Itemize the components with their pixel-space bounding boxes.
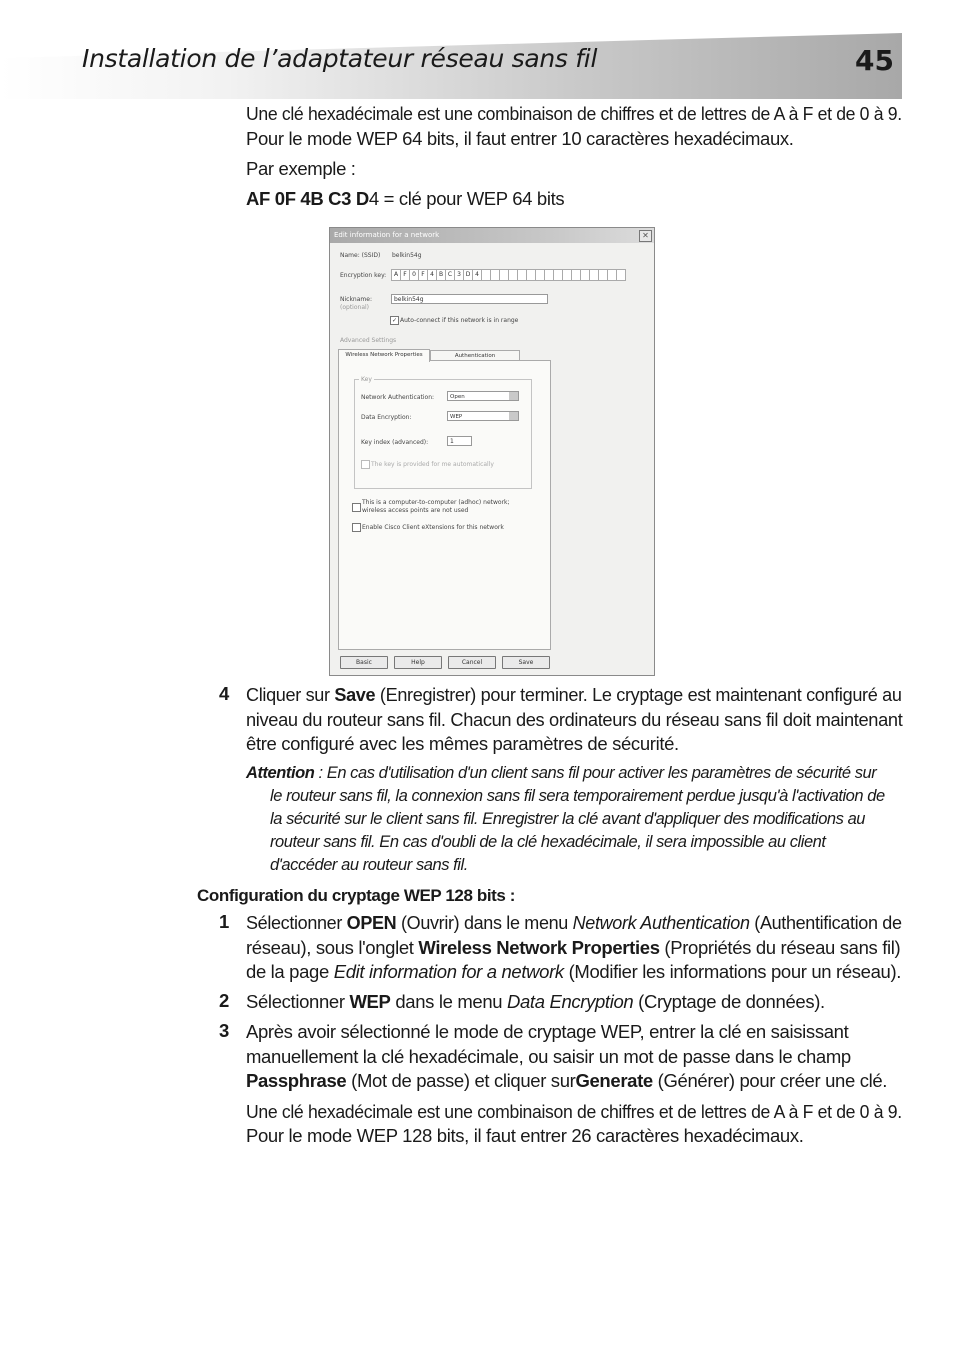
ssid-label: Name: (SSID) — [340, 252, 381, 259]
step-3-line-2: manuellement la clé hexadécimale, ou saisir un mot de passe dans le champ — [246, 1045, 851, 1067]
data-encryption-select[interactable]: WEP — [447, 411, 519, 421]
properties-panel — [338, 360, 551, 650]
step-3-hex-line-2: Pour le mode WEP 128 bits, il faut entrer 26 caractères hexadécimaux. — [246, 1125, 804, 1146]
step-2-text-c: (Cryptage de données). — [633, 991, 825, 1012]
step-3-text — [246, 1020, 906, 1149]
step-1-text-d: réseau), sous l'onglet — [246, 936, 419, 958]
basic-button[interactable]: Basic — [340, 656, 388, 669]
step-1-text-e: (Propriétés du réseau sans fil) — [659, 936, 901, 958]
step-1-text-f: de la page — [246, 961, 334, 982]
save-button[interactable]: Save — [502, 656, 550, 669]
auto-key-checkbox[interactable] — [361, 460, 370, 469]
network-authentication-label: Network Authentication: — [361, 394, 435, 401]
step-4-text — [246, 683, 906, 757]
key-index-label: Key index (advanced): — [361, 439, 429, 446]
section-title: Configuration du cryptage WEP 128 bits : — [197, 886, 516, 905]
encryption-key-char[interactable]: 4 — [472, 269, 482, 281]
adhoc-checkbox[interactable] — [352, 503, 361, 512]
step-1-text-g: (Modifier les informations pour un réseau). — [563, 961, 902, 982]
step-4-line-2: niveau du routeur sans fil. Chacun des ordinateurs du réseau sans fil doit maintenant — [246, 708, 903, 730]
step-3-text-b: (Générer) pour créer une clé. — [652, 1070, 888, 1091]
step-4-save-term: Save — [334, 684, 376, 705]
cisco-extensions-checkbox[interactable] — [352, 523, 361, 532]
encryption-key-char[interactable]: F — [400, 269, 410, 281]
step-2-wep-term: WEP — [349, 991, 391, 1012]
example-key: AF 0F 4B C3 D — [246, 187, 369, 209]
data-encryption-label: Data Encryption: — [361, 414, 412, 421]
adhoc-label-line-1: This is a computer-to-computer (adhoc) network; — [362, 499, 510, 506]
step-3-generate-term: Generate — [575, 1070, 653, 1091]
attention-note — [246, 762, 886, 877]
step-3-line-1: Après avoir sélectionné le mode de cryptage WEP, entrer la clé en saisissant — [246, 1021, 849, 1042]
step-1-wireless-tab-term: Wireless Network Properties — [418, 936, 660, 958]
step-1-edit-page-term: Edit information for a network — [333, 961, 564, 982]
ssid-value: belkin54g — [392, 252, 422, 259]
tab-wireless-network-properties[interactable]: Wireless Network Properties — [338, 349, 430, 362]
intro-line-2: Pour le mode WEP 64 bits, il faut entrer 10 caractères hexadécimaux. — [246, 127, 794, 149]
encryption-key-char[interactable]: C — [445, 269, 455, 281]
example-label: Par exemple : — [246, 158, 356, 179]
network-authentication-select[interactable]: Open — [447, 391, 519, 401]
encryption-key-char[interactable]: 0 — [409, 269, 419, 281]
page-number: 45 — [855, 44, 894, 77]
step-4-text-b: (Enregistrer) pour terminer. Le cryptage est maintenant configuré au — [375, 684, 902, 705]
step-1-number: 1 — [219, 911, 230, 932]
step-4-line-1 — [246, 683, 902, 708]
step-4-line-3: être configuré avec les mêmes paramètres de sécurité. — [246, 733, 679, 754]
encryption-key-char[interactable]: D — [463, 269, 473, 281]
example-description: 4 = clé pour WEP 64 bits — [368, 187, 565, 209]
cisco-extensions-label: Enable Cisco Client eXtensions for this network — [362, 524, 504, 531]
step-4-number: 4 — [219, 683, 230, 704]
nickname-input[interactable]: belkin54g — [391, 294, 548, 304]
edit-network-dialog — [329, 227, 655, 676]
step-3-number: 3 — [219, 1020, 230, 1041]
key-group — [354, 376, 532, 489]
step-4-text-a: Cliquer sur — [246, 684, 335, 705]
encryption-key-char[interactable] — [616, 269, 626, 281]
step-2-text-b: dans le menu — [390, 991, 507, 1012]
step-1-line-3 — [246, 960, 906, 985]
encryption-key-char[interactable]: A — [391, 269, 401, 281]
step-3-text-a: (Mot de passe) et cliquer sur — [346, 1070, 576, 1091]
tab-authentication[interactable]: Authentication — [430, 350, 520, 362]
step-2-number: 2 — [219, 990, 230, 1011]
key-group-label: Key — [361, 376, 372, 383]
key-index-stepper[interactable]: 1 — [447, 436, 472, 446]
autoconnect-label: Auto-connect if this network is in range — [400, 317, 519, 324]
optional-label: (optional) — [340, 304, 369, 311]
encryption-key-label: Encryption key: — [340, 272, 387, 279]
help-button[interactable]: Help — [394, 656, 442, 669]
step-1-open-term: OPEN — [346, 912, 397, 933]
step-1-text — [246, 911, 906, 985]
step-2-data-encryption-term: Data Encryption — [506, 991, 634, 1012]
adhoc-label-line-2: wireless access points are not used — [362, 507, 469, 514]
step-1-line-2 — [246, 936, 906, 961]
intro-line-1: Une clé hexadécimale est une combinaison de chiffres et de lettres de A à F et de 0 à 9. — [246, 103, 902, 124]
encryption-key-char[interactable]: B — [436, 269, 446, 281]
step-1-network-auth-term: Network Authentication — [572, 912, 750, 933]
dialog-titlebar — [330, 228, 654, 243]
attention-text: : En cas d'utilisation d'un client sans fil pour activer les paramètres de sécurité sur le routeur sans fil, la connexion sans fil sera temporairement perdue jusqu'à l'activation de la sécurité sur le client sans fil. Enregistrer la clé avant d'appliquer des modifications au routeur sans fil. En cas d'oubli de la clé hexadécimale, il sera impossible au client d'accéder au routeur sans fil. — [270, 764, 885, 874]
step-3-hex-line-1: Une clé hexadécimale est une combinaison de chiffres et de lettres de A à F et de 0 à 9. — [246, 1100, 902, 1122]
intro-paragraph — [246, 102, 906, 211]
auto-key-label: The key is provided for me automatically — [371, 461, 494, 468]
example-line — [246, 187, 906, 212]
close-icon[interactable]: ✕ — [639, 230, 652, 242]
encryption-key-char[interactable]: F — [418, 269, 428, 281]
step-1-text-a: Sélectionner — [246, 912, 347, 933]
encryption-key-char[interactable]: 4 — [427, 269, 437, 281]
step-1-text-c: (Authentification de — [749, 912, 902, 933]
step-1-line-1 — [246, 911, 902, 936]
nickname-label: Nickname: — [340, 296, 372, 303]
cancel-button[interactable]: Cancel — [448, 656, 496, 669]
dialog-title: Edit information for a network — [334, 231, 440, 239]
advanced-settings-label: Advanced Settings — [340, 337, 397, 344]
encryption-key-char[interactable]: 3 — [454, 269, 464, 281]
page-header-title: Installation de l’adaptateur réseau sans fil — [82, 44, 598, 73]
autoconnect-checkbox[interactable]: ✓ — [391, 317, 398, 324]
step-3-passphrase-term: Passphrase — [246, 1070, 347, 1091]
attention-label: Attention — [246, 764, 315, 782]
step-1-text-b: (Ouvrir) dans le menu — [396, 912, 573, 933]
step-3-line-3 — [246, 1069, 906, 1094]
step-2-text-a: Sélectionner — [246, 991, 350, 1012]
step-2-text — [246, 990, 906, 1015]
step-2-line-1 — [246, 990, 906, 1015]
